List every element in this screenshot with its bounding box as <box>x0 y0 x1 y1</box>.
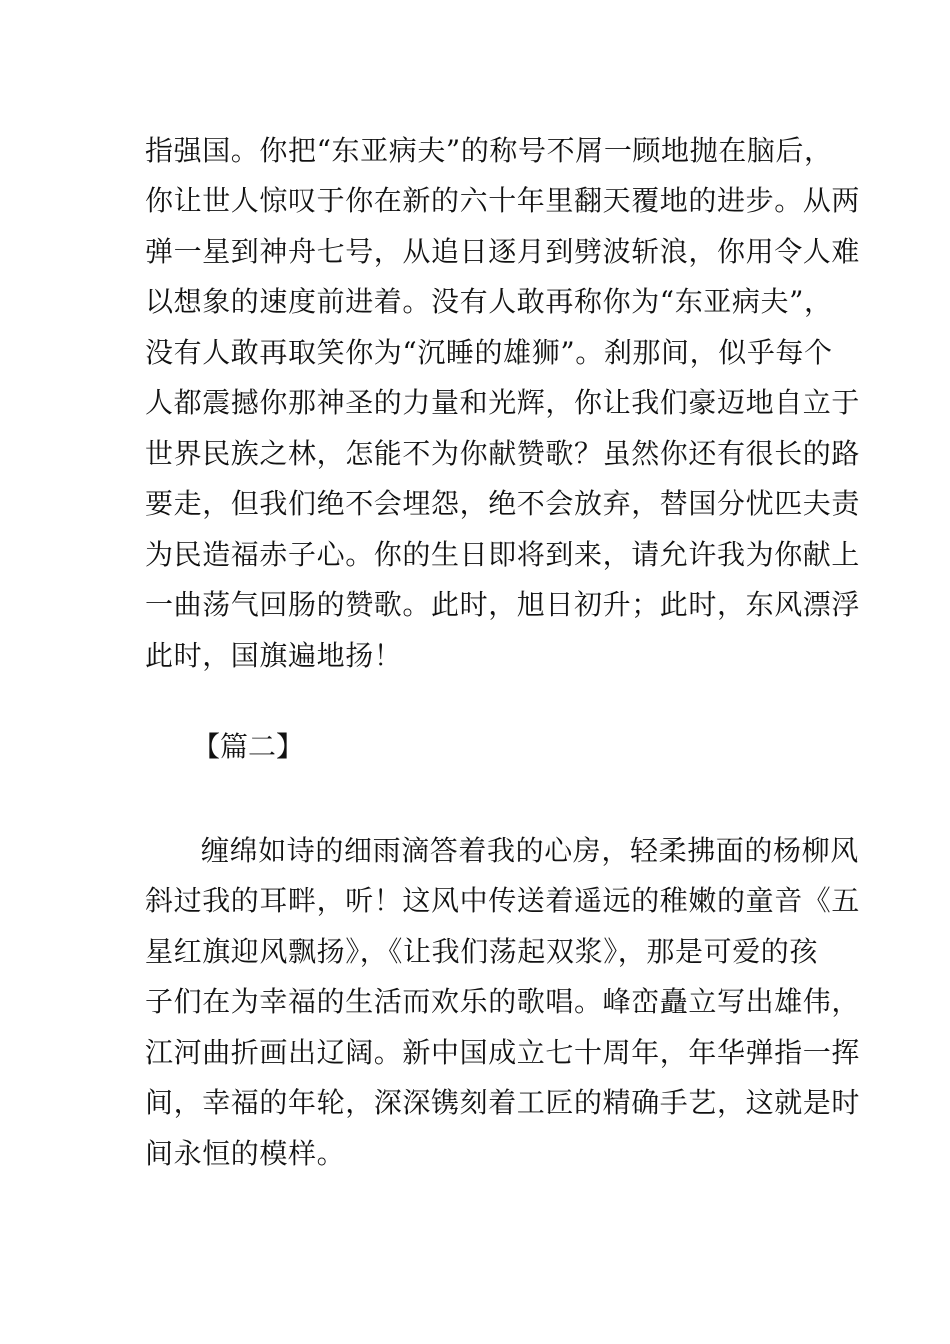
section-heading: 【篇二】 <box>192 730 305 763</box>
paragraph-2-line-1-text: 缠绵如诗的细雨滴答着我的心房，轻柔拂面的杨柳风 <box>201 834 859 867</box>
paragraph-2-line-7: 间永恒的模样。 <box>145 1137 346 1170</box>
paragraph-1-line-4: 以想象的速度前进着。没有人敢再称你为“东亚病夫”， <box>145 285 833 318</box>
paragraph-1-line-6: 人都震撼你那神圣的力量和光辉，你让我们豪迈地自立于 <box>145 386 861 419</box>
paragraph-2-line-2: 斜过我的耳畔，听！这风中传送着遥远的稚嫩的童音《五 <box>145 884 861 917</box>
paragraph-2-line-4: 子们在为幸福的生活而欢乐的歌唱。峰峦矗立写出雄伟， <box>145 985 861 1018</box>
paragraph-1-line-3: 弹一星到神舟七号，从追日逐月到劈波斩浪，你用令人难 <box>145 235 861 268</box>
paragraph-1-line-1: 指强国。你把“东亚病夫”的称号不屑一顾地抛在脑后， <box>145 134 833 167</box>
paragraph-2-line-3: 星红旗迎风飘扬》，《让我们荡起双浆》，那是可爱的孩 <box>145 935 819 968</box>
paragraph-1-line-7: 世界民族之林，怎能不为你献赞歌？虽然你还有很长的路 <box>145 437 861 470</box>
paragraph-1-line-5: 没有人敢再取笑你为“沉睡的雄狮”。刹那间，似乎每个 <box>145 336 833 369</box>
paragraph-2-line-6: 间，幸福的年轮，深深镌刻着工匠的精确手艺，这就是时 <box>145 1086 861 1119</box>
paragraph-1-line-11: 此时，国旗遍地扬！ <box>145 639 403 672</box>
paragraph-1-line-2: 你让世人惊叹于你在新的六十年里翻天覆地的进步。从两 <box>145 184 861 217</box>
paragraph-2-line-1 <box>145 833 859 869</box>
paragraph-1-line-10: 一曲荡气回肠的赞歌。此时，旭日初升；此时，东风漂浮 <box>145 588 861 621</box>
paragraph-1-line-8: 要走，但我们绝不会埋怨，绝不会放弃，替国分忧匹夫责 <box>145 487 861 520</box>
paragraph-2-line-5: 江河曲折画出辽阔。新中国成立七十周年，年华弹指一挥 <box>145 1036 861 1069</box>
paragraph-1-line-9: 为民造福赤子心。你的生日即将到来，请允许我为你献上 <box>145 538 861 571</box>
